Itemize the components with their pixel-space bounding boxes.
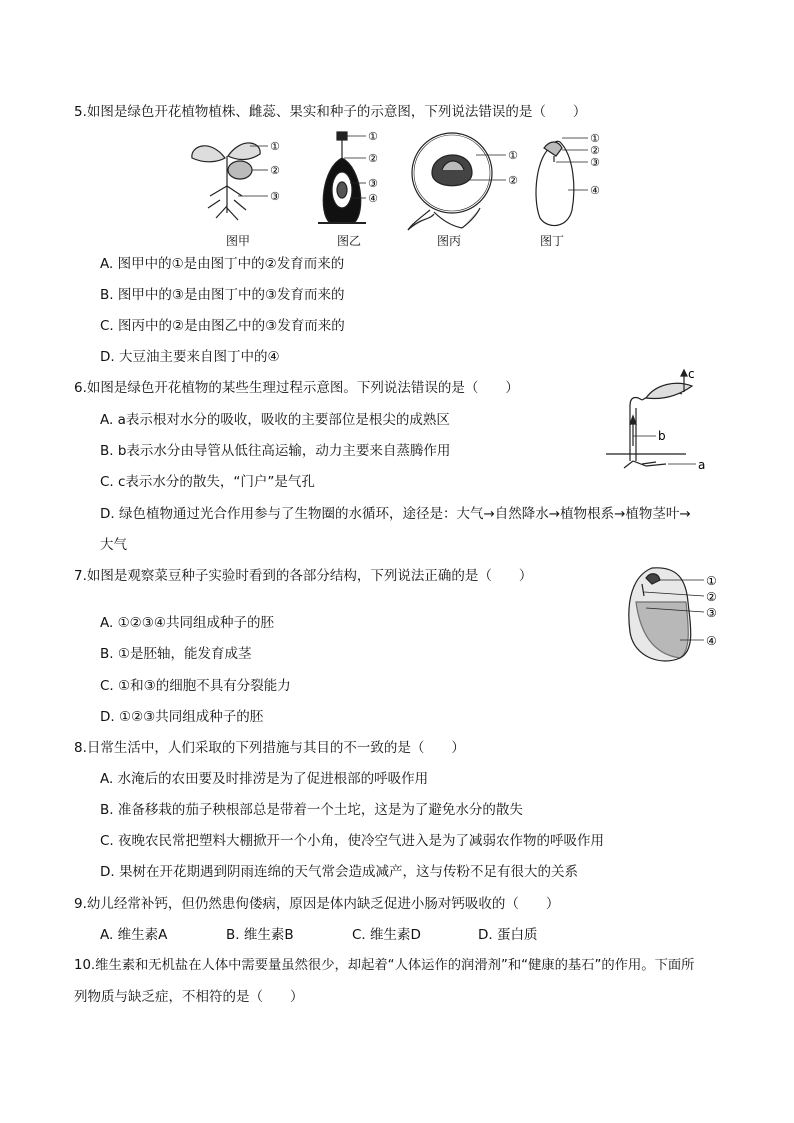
q5-mark: ② [590, 144, 600, 157]
q8-option-d: D. 果树在开花期遇到阴雨连绵的天气常会造成减产，这与传粉不足有很大的关系 [100, 864, 578, 880]
q7-option-a: A. ①②③④共同组成种子的胚 [100, 615, 274, 631]
pistil-diagram [318, 132, 366, 223]
q9-option-c: C. 维生素D [352, 927, 421, 943]
figure-caption: 图丙 [437, 234, 462, 248]
q5-option-c: C. 图丙中的②是由图乙中的③发育而来的 [100, 318, 345, 334]
q6-option-a: A. a表示根对水分的吸收，吸收的主要部位是根尖的成熟区 [100, 412, 450, 428]
q5-mark: ③ [270, 190, 280, 203]
q6-stem: 6.如图是绿色开花植物的某些生理过程示意图。下列说法错误的是（ ） [74, 380, 519, 396]
plant-diagram [192, 143, 268, 220]
q7-mark: ① [706, 574, 717, 588]
q5-mark: ① [590, 132, 600, 145]
q5-mark: ② [270, 164, 280, 177]
q7-mark: ④ [706, 634, 717, 648]
q6-label-c: c [688, 367, 695, 381]
q9-stem: 9.幼儿经常补钙，但仍然患佝偻病，原因是体内缺乏促进小肠对钙吸收的（ ） [74, 896, 560, 912]
q5-mark: ② [368, 152, 378, 165]
q7-mark: ③ [706, 606, 717, 620]
seed-diagram [536, 138, 588, 226]
q8-stem: 8.日常生活中，人们采取的下列措施与其目的不一致的是（ ） [74, 740, 465, 756]
q6-label-b: b [658, 429, 666, 443]
figure-caption: 图乙 [337, 234, 362, 248]
q7-figure [622, 562, 726, 668]
q6-option-d: D. 绿色植物通过光合作用参与了生物圈的水循环，途径是：大气→自然降水→植物根系→植物茎叶→ [100, 506, 691, 522]
fruit-diagram [408, 133, 506, 230]
q9-option-d: D. 蛋白质 [478, 927, 538, 943]
q8-option-c: C. 夜晚农民常把塑料大棚掀开一个小角，使冷空气进入是为了减弱农作物的呼吸作用 [100, 833, 605, 849]
q5-mark: ① [508, 149, 518, 162]
q5-mark: ② [508, 174, 518, 187]
figure-caption: 图丁 [540, 234, 565, 248]
q6-option-b: B. b表示水分由导管从低往高运输，动力主要来自蒸腾作用 [100, 443, 451, 459]
q7-mark: ② [706, 590, 717, 604]
q8-option-a: A. 水淹后的农田要及时排涝是为了促进根部的呼吸作用 [100, 771, 429, 787]
q5-option-d: D. 大豆油主要来自图丁中的④ [100, 349, 280, 365]
q5-mark: ① [368, 130, 378, 143]
q5-figure [180, 128, 620, 246]
figure-caption: 图甲 [226, 234, 251, 248]
q5-stem: 5.如图是绿色开花植物植株、雌蕊、果实和种子的示意图，下列说法错误的是（ ） [74, 104, 587, 120]
q10-stem-continued: 列物质与缺乏症，不相符的是（ ） [74, 989, 304, 1005]
q7-stem: 7.如图是观察菜豆种子实验时看到的各部分结构，下列说法正确的是（ ） [74, 568, 533, 584]
q5-option-b: B. 图甲中的③是由图丁中的③发育而来的 [100, 287, 345, 303]
q6-option-d-continued: 大气 [100, 537, 127, 553]
q8-option-b: B. 准备移栽的茄子秧根部总是带着一个土坨，这是为了避免水分的散失 [100, 802, 523, 818]
q6-figure [606, 366, 722, 476]
q5-option-a: A. 图甲中的①是由图丁中的②发育而来的 [100, 256, 345, 272]
q9-option-b: B. 维生素B [226, 927, 294, 943]
q7-option-b: B. ①是胚轴，能发育成茎 [100, 646, 252, 662]
q6-option-c: C. c表示水分的散失，“门户”是气孔 [100, 474, 315, 490]
q5-mark: ③ [590, 156, 600, 169]
q5-mark: ④ [590, 184, 600, 197]
q6-label-a: a [698, 458, 706, 472]
q5-mark: ① [270, 140, 280, 153]
q5-mark: ④ [368, 192, 378, 205]
q7-option-d: D. ①②③共同组成种子的胚 [100, 709, 264, 725]
q9-option-a: A. 维生素A [100, 927, 168, 943]
q5-mark: ③ [368, 177, 378, 190]
q7-option-c: C. ①和③的细胞不具有分裂能力 [100, 678, 291, 694]
q10-stem: 10.维生素和无机盐在人体中需要量虽然很少，却起着“人体运作的润滑剂”和“健康的基石”的作用。下面所 [74, 958, 695, 973]
